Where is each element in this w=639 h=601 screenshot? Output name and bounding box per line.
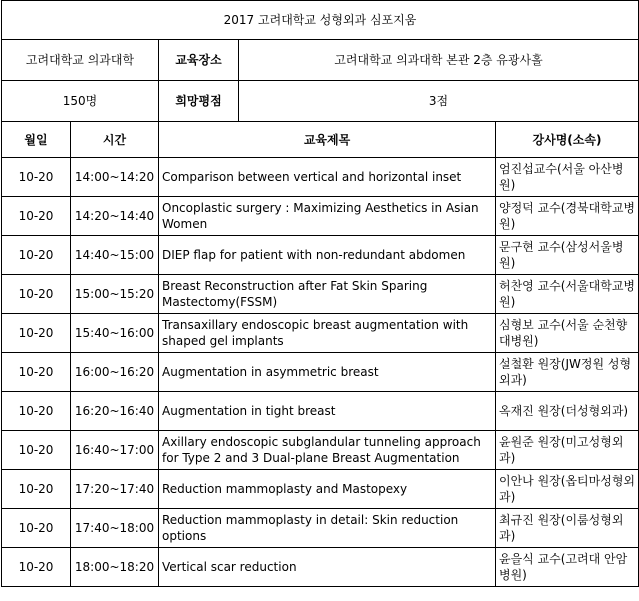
row-topic: Oncoplastic surgery : Maximizing Aesthetics in Asian Women <box>159 197 496 236</box>
row-topic: Reduction mammoplasty and Mastopexy <box>159 470 496 509</box>
venue-label: 교육장소 <box>159 40 239 81</box>
header-topic: 교육제목 <box>159 122 496 158</box>
header-date: 월일 <box>2 122 71 158</box>
table-row <box>2 158 639 197</box>
row-topic: DIEP flap for patient with non-redundant abdomen <box>159 236 496 275</box>
row-date: 10-20 <box>2 431 71 470</box>
row-date: 10-20 <box>2 236 71 275</box>
row-topic: Axillary endoscopic subglandular tunneling approach for Type 2 and 3 Dual-plane Breast Augmentation <box>159 431 496 470</box>
row-topic: Reduction mammoplasty in detail: Skin reduction options <box>159 509 496 548</box>
row-speaker: 양정덕 교수(경북대학교병원) <box>496 197 639 236</box>
points-row <box>2 81 639 122</box>
row-time: 17:20~17:40 <box>71 470 159 509</box>
row-date: 10-20 <box>2 548 71 587</box>
table-row <box>2 470 639 509</box>
table-row <box>2 314 639 353</box>
host-cell: 고려대학교 의과대학 <box>2 40 159 81</box>
row-speaker: 최규진 원장(이룸성형외과) <box>496 509 639 548</box>
table-row <box>2 353 639 392</box>
row-time: 18:00~18:20 <box>71 548 159 587</box>
row-speaker: 옥재진 원장(더성형외과) <box>496 392 639 431</box>
row-time: 16:00~16:20 <box>71 353 159 392</box>
points-cell: 3점 <box>239 81 639 122</box>
row-date: 10-20 <box>2 158 71 197</box>
schedule-body <box>2 158 639 587</box>
row-topic: Comparison between vertical and horizontal inset <box>159 158 496 197</box>
row-topic: Vertical scar reduction <box>159 548 496 587</box>
schedule-table <box>1 0 639 587</box>
row-date: 10-20 <box>2 509 71 548</box>
header-time: 시간 <box>71 122 159 158</box>
row-speaker: 엄진섭교수(서울 아산병원) <box>496 158 639 197</box>
row-topic: Augmentation in asymmetric breast <box>159 353 496 392</box>
row-speaker: 문구현 교수(삼성서울병원) <box>496 236 639 275</box>
table-row <box>2 275 639 314</box>
row-speaker: 윤원준 원장(미고성형외과) <box>496 431 639 470</box>
table-row <box>2 236 639 275</box>
row-speaker: 허찬영 교수(서울대학교병원) <box>496 275 639 314</box>
row-time: 15:00~15:20 <box>71 275 159 314</box>
row-time: 16:40~17:00 <box>71 431 159 470</box>
row-speaker: 설철환 원장(JW정원 성형외과) <box>496 353 639 392</box>
row-topic: Transaxillary endoscopic breast augmentation with shaped gel implants <box>159 314 496 353</box>
points-label: 희망평점 <box>159 81 239 122</box>
row-time: 14:40~15:00 <box>71 236 159 275</box>
row-date: 10-20 <box>2 314 71 353</box>
attendees-cell: 150명 <box>2 81 159 122</box>
table-title: 2017 고려대학교 성형외과 심포지움 <box>2 1 639 40</box>
row-date: 10-20 <box>2 197 71 236</box>
table-row <box>2 509 639 548</box>
row-speaker: 이안나 원장(옵티마성형외과) <box>496 470 639 509</box>
header-row <box>2 122 639 158</box>
row-speaker: 윤을식 교수(고려대 안암병원) <box>496 548 639 587</box>
row-time: 16:20~16:40 <box>71 392 159 431</box>
row-date: 10-20 <box>2 353 71 392</box>
row-date: 10-20 <box>2 275 71 314</box>
table-row <box>2 548 639 587</box>
row-topic: Augmentation in tight breast <box>159 392 496 431</box>
venue-cell: 고려대학교 의과대학 본관 2층 유광사홀 <box>239 40 639 81</box>
row-time: 15:40~16:00 <box>71 314 159 353</box>
row-time: 14:20~14:40 <box>71 197 159 236</box>
row-time: 17:40~18:00 <box>71 509 159 548</box>
table-row <box>2 392 639 431</box>
venue-row <box>2 40 639 81</box>
title-row <box>2 1 639 40</box>
row-speaker: 심형보 교수(서울 순천향대병원) <box>496 314 639 353</box>
header-speaker: 강사명(소속) <box>496 122 639 158</box>
table-row <box>2 197 639 236</box>
row-date: 10-20 <box>2 392 71 431</box>
row-time: 14:00~14:20 <box>71 158 159 197</box>
table-row <box>2 431 639 470</box>
row-date: 10-20 <box>2 470 71 509</box>
row-topic: Breast Reconstruction after Fat Skin Sparing Mastectomy(FSSM) <box>159 275 496 314</box>
